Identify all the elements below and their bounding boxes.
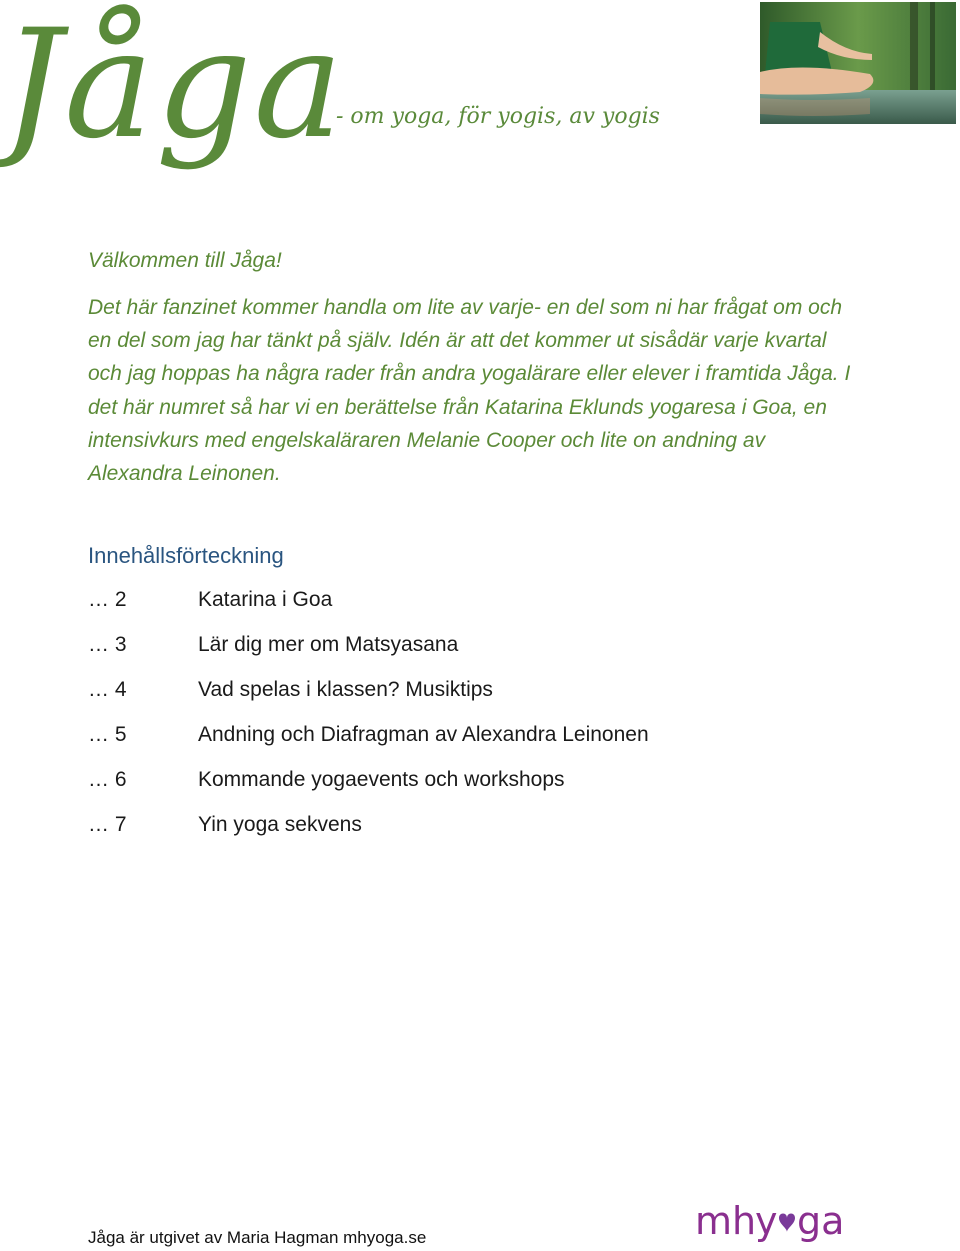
toc-item-title: Katarina i Goa — [198, 588, 333, 611]
masthead-logo: Jåga — [2, 0, 346, 172]
toc-item — [88, 813, 788, 858]
mhyoga-logo-mh: mh — [695, 1199, 757, 1243]
toc-item-page: … 6 — [88, 768, 127, 791]
toc-item-page: … 3 — [88, 633, 127, 656]
mhyoga-logo-ga: ga — [797, 1199, 845, 1243]
mhyoga-logo-y: y — [755, 1199, 778, 1243]
toc-item-page: … 4 — [88, 678, 127, 701]
toc-item-title: Yin yoga sekvens — [198, 813, 362, 836]
table-of-contents — [88, 588, 788, 858]
intro-greeting: Välkommen till Jåga! — [88, 249, 282, 272]
footer-publisher-text: Jåga är utgivet av Maria Hagman mhyoga.se — [88, 1228, 427, 1247]
toc-item — [88, 768, 788, 813]
mhyoga-logo-icon — [695, 1196, 850, 1246]
toc-title: Innehållsförteckning — [88, 543, 284, 568]
intro-body: Det här fanzinet kommer handla om lite av varje- en del som ni har frågat om och en del som jag har tänkt på själv. Idén är att det kommer ut sisådär varje kvartal och jag hoppas ha några rader från andra yogalärare eller elever i framtida Jåga. I det här numret så har vi en berättelse från Katarina Eklunds yogaresa i Goa, en intensivkurs med engelskaläraren Melanie Cooper och lite on andning av Alexandra Leinonen. — [88, 296, 851, 486]
mhyoga-logo — [695, 1196, 850, 1246]
toc-item-page: … 5 — [88, 723, 127, 746]
toc-item-title: Andning och Diafragman av Alexandra Leinonen — [198, 723, 649, 746]
masthead-tagline: - om yoga, för yogis, av yogis — [336, 104, 660, 129]
heart-icon — [779, 1214, 795, 1233]
toc-item-title: Vad spelas i klassen? Musiktips — [198, 678, 493, 701]
header-photo — [760, 2, 956, 124]
toc-item — [88, 723, 788, 768]
toc-item-title: Lär dig mer om Matsyasana — [198, 633, 459, 656]
toc-item — [88, 678, 788, 723]
toc-item-title: Kommande yogaevents och workshops — [198, 768, 565, 791]
toc-item — [88, 588, 788, 633]
meditation-photo-icon — [760, 2, 956, 124]
toc-item-page: … 7 — [88, 813, 127, 836]
toc-item-page: … 2 — [88, 588, 127, 611]
toc-item — [88, 633, 788, 678]
